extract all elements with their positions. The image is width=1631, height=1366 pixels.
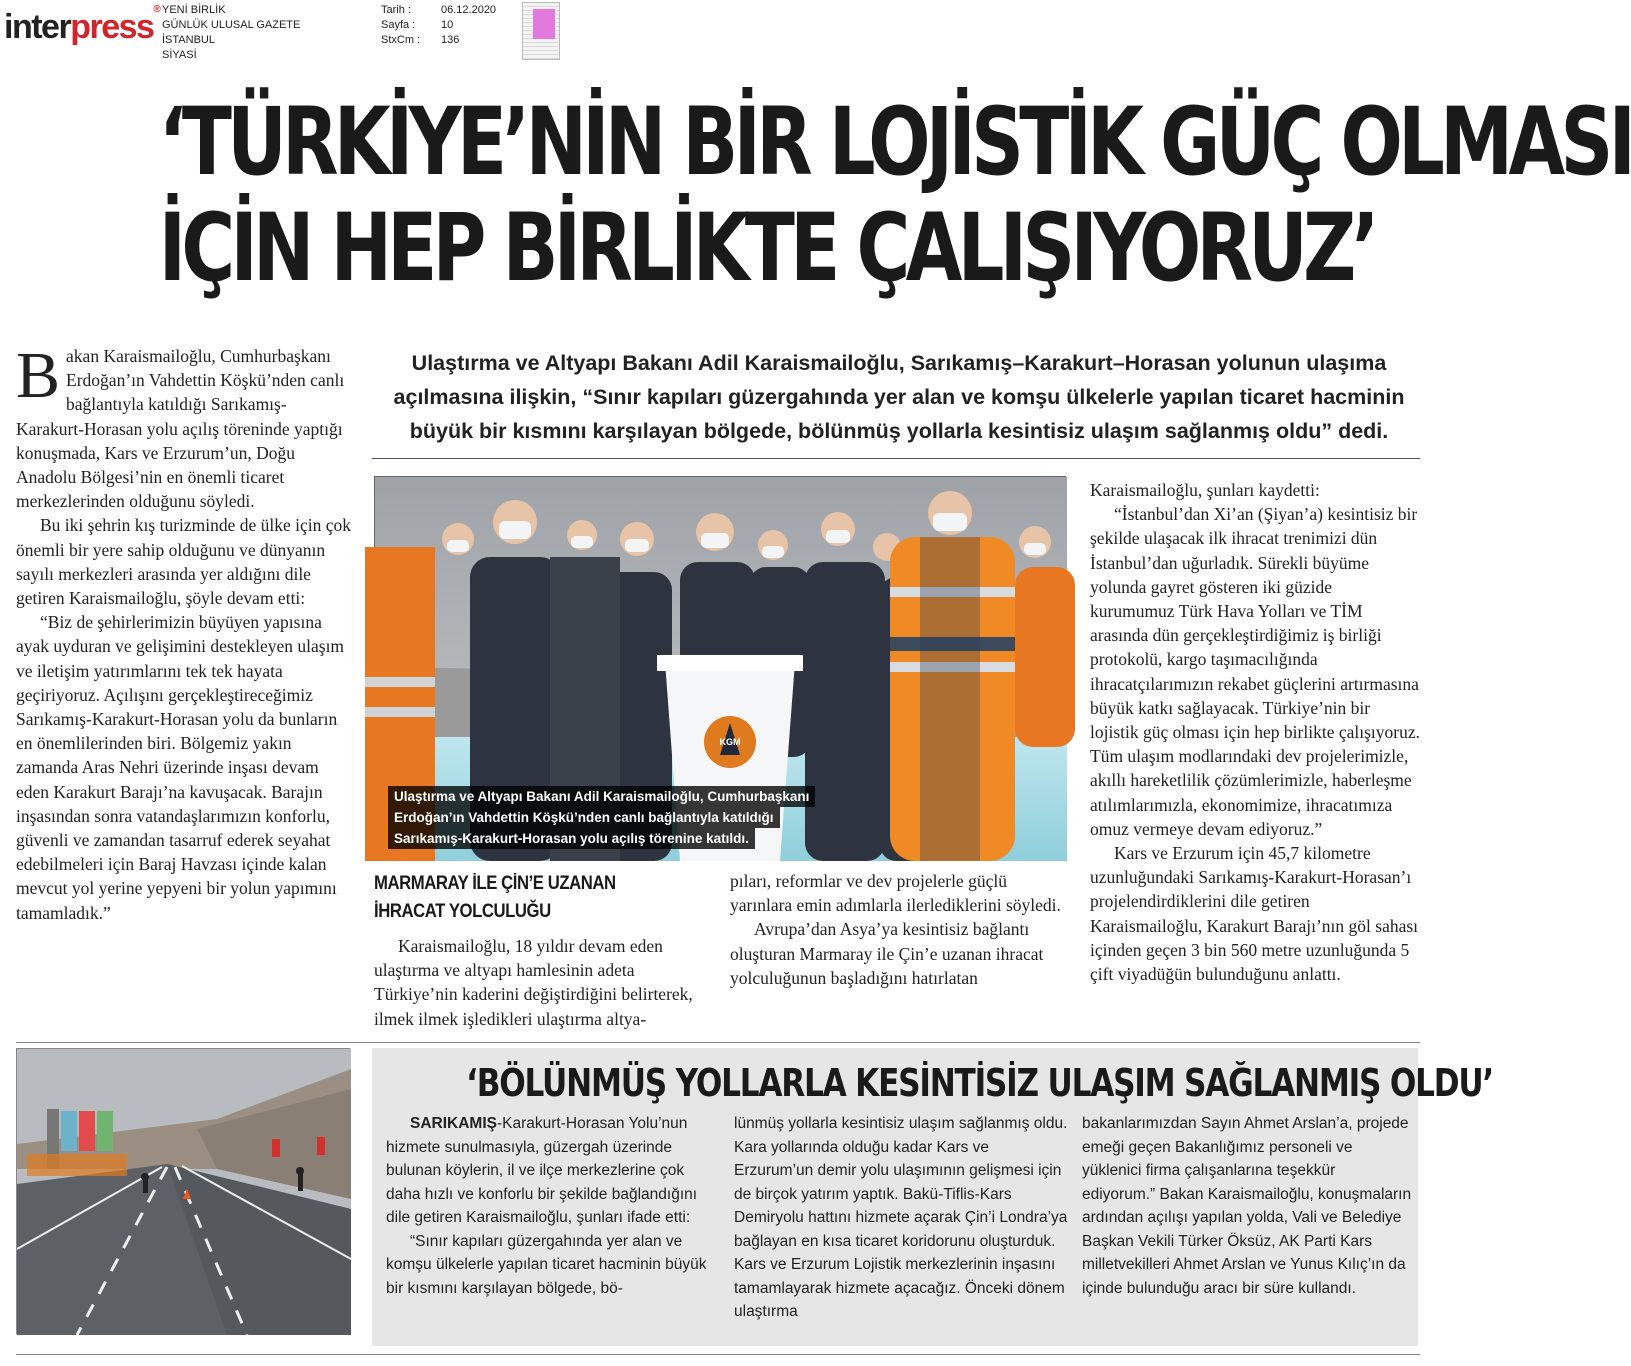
paragraph: [386, 1112, 718, 1230]
publication-category: SİYASİ: [162, 49, 197, 61]
paragraph: pıları, reformlar ve dev projelerle güçlü yarınlara emin adımlarla ilerlediklerini söyledi.: [730, 871, 1061, 916]
stxcm-label: StxCm :: [381, 34, 421, 46]
headline-line-2: İÇİN HEP BİRLİKTE ÇALIŞIYORUZ’: [158, 194, 1375, 303]
subhead-line-1: MARMARAY İLE ÇİN’E UZANAN: [374, 873, 616, 894]
logo-part-1: inter: [4, 8, 71, 46]
article-column-right: [1090, 478, 1420, 986]
publication-info: [162, 3, 300, 63]
article-column-left: [16, 339, 354, 925]
paragraph: lünmüş yollarla kesintisiz ulaşım sağlanmış oldu. Kara yollarında olduğu kadar Kars ve Erzurum’un demir yolu ulaşımının gelişmesi için de birçok yatırım yaptık. Bakü-Tiflis-Kars Demiryolu hattını hizmete açarak Çin’i Londra’ya bağlayan en kısa ticaret koridorunu oluşturduk. Kars ve Erzurum Lojistik merkezlerinin inşasını tamamlayarak hizmete açacağız. Önceki dönem ulaştırma: [734, 1115, 1068, 1320]
article-column-middle-2: [730, 869, 1070, 990]
section-subhead: [374, 870, 616, 926]
page-thumbnail: [522, 2, 560, 60]
paragraph: Karaismailoğlu, 18 yıldır devam eden ulaştırma ve altyapı hamlesinin adeta Türkiye’nin kaderini değiştirdiğini belirterek, ilmek ilmek işledikleri ulaştırma altya-: [374, 936, 693, 1029]
publication-name: YENİ BİRLİK: [162, 4, 226, 16]
road-photo: [16, 1048, 350, 1334]
paragraph: Bu iki şehrin kış turizminde de ülke için çok önemli bir yere sahip olduğunu ve dünyanın sayılı merkezleri arasında yer aldığını dile getiren Karaismailoğlu, şöyle devam etti:: [16, 515, 352, 609]
paragraph: bakanlarımızdan Sayın Ahmet Arslan’a, projede emeği geçen Bakanlığımız personeli ve yüklenici firma çalışanlarına teşekkür ediyorum.” Bakan Karaismailoğlu, konuşmaların ardından açılışı yapılan yolda, Vali ve Belediye Başkan Vekili Türker Öksüz, AK Parti Kars milletvekilleri Ahmet Arslan ve Yunus Kılıç’ın da içinde bulunduğu aracı bir süre kullandı.: [1082, 1115, 1412, 1297]
interpress-logo: [4, 3, 161, 46]
clipping-info: [381, 3, 496, 48]
caption-line: Erdoğan’ın Vahdettin Köşkü’nden canlı bağlantıyla katıldığı: [388, 807, 780, 828]
caption-line: Sarıkamış-Karakurt-Horasan yolu açılış törenine katıldı.: [388, 828, 755, 849]
drop-cap: B: [16, 339, 61, 412]
main-headline: [158, 88, 1631, 303]
divider: [16, 1354, 1420, 1355]
stxcm-value: 136: [441, 34, 460, 46]
article-column-middle-1: [374, 934, 709, 1031]
paragraph: “İstanbul’dan Xi’an (Şiyan’a) kesintisiz bir şekilde ulaşacak ilk ihracat trenimizi dün İstanbul’dan uğurladık. Sürekli büyüme yolunda gayret gösteren iki güzide kurumumuz Türk Hava Yolları ve TİM arasında dün gerçekleştirdiğimiz iş birliği protokolü, kargo taşımacılığında ihracatçılarımızın rekabet güçlerini artırmasına büyük katkı sağlayacak. Türkiye’nin bir lojistik güç olması için hep birlikte çalışıyoruz. Tüm ulaşım modlarındaki dev projelerimizle, akıllı hareketlilik çözümlerimizle, haberleşme atılımlarımızla, ekonomimize, ihracatımıza omuz vermeye devam ediyoruz.”: [1090, 504, 1421, 839]
podium-logo: KGM: [719, 737, 741, 747]
publication-city: İSTANBUL: [162, 34, 215, 46]
divider: [372, 458, 1420, 459]
article-spot: Ulaştırma ve Altyapı Bakanı Adil Karaismailoğlu, Sarıkamış–Karakurt–Horasan yolunun ulaşıma açılmasına ilişkin, “Sınır kapıları güzergahında yer alan ve komşu ülkelerle yapılan ticaret hacminin büyük bir kısmını karşılayan bölgede, bölünmüş yollarla kesintisiz ulaşım sağlanmış oldu” dedi.: [393, 351, 1405, 443]
logo-part-2: press: [70, 8, 154, 46]
paragraph: “Sınır kapıları güzergahında yer alan ve komşu ülkelerle yapılan ticaret hacminin büyük bir kısmını karşılayan bölgede, bö-: [386, 1232, 707, 1297]
box-headline: ‘BÖLÜNMÜŞ YOLLARLA KESİNTİSİZ ULAŞIM SAĞLANMIŞ OLDU’: [466, 1061, 1494, 1105]
page-label: Sayfa :: [381, 19, 416, 31]
photo-caption: [388, 786, 815, 849]
paragraph-text: -Karakurt-Horasan Yolu’nun hizmete sunulmasıyla, güzergah üzerinde bulunan köylerin, il ve ilçe merkezlerine çok daha hızlı ve konforlu bir şekilde bağlandığını dile getiren Karaismailoğlu, şunları ifade etti:: [386, 1115, 698, 1226]
box-column-2: [734, 1112, 1068, 1324]
thumbnail-highlight: [533, 9, 555, 39]
registered-mark: ®: [153, 3, 161, 15]
subhead-line-2: İHRACAT YOLCULUĞU: [374, 901, 551, 922]
box-column-1: [386, 1112, 718, 1300]
publication-type: GÜNLÜK ULUSAL GAZETE: [162, 19, 301, 31]
paragraph: Karaismailoğlu, şunları kaydetti:: [1090, 480, 1320, 500]
headline-line-1: ‘TÜRKİYE’NİN BİR LOJİSTİK GÜÇ OLMASI: [158, 88, 1631, 197]
dateline: SARIKAMIŞ: [410, 1115, 497, 1132]
page-value: 10: [441, 19, 454, 31]
divider: [16, 1042, 1420, 1043]
paragraph: Avrupa’dan Asya’ya kesintisiz bağlantı oluşturan Marmaray ile Çin’e uzanan ihracat yolculuğunun başladığını hatırlatan: [730, 919, 1044, 988]
box-column-3: [1082, 1112, 1412, 1300]
date-label: Tarih :: [381, 4, 411, 16]
date-value: 06.12.2020: [441, 4, 497, 16]
paragraph: Kars ve Erzurum için 45,7 kilometre uzunluğundaki Sarıkamış-Karakurt-Horasan’ı projelendirdiklerini dile getiren Karaismailoğlu, Karakurt Barajı’nın göl sahası içinden geçen 3 bin 560 metre uzunluğunda 5 çift viyadüğün bulunduğunu anlattı.: [1090, 843, 1419, 985]
paragraph: akan Karaismailoğlu, Cumhurbaşkanı Erdoğan’ın Vahdettin Köşkü’nden canlı bağlantıyla katıldığı Sarıkamış-Karakurt-Horasan yolu açılış töreninde yaptığı konuşmada, Kars ve Erzurum’un, Doğu Anadolu Bölgesi’nin en önemli ticaret merkezlerinden olduğunu söyledi.: [16, 346, 345, 512]
paragraph: “Biz de şehirlerimizin büyüyen yapısına ayak uyduran ve gelişimini destekleyen ulaşım ve iletişim yatırımlarını tek tek hayata geçiriyoruz. Açılışını gerçekleştireceğimiz Sarıkamış-Karakurt-Horasan yolu da bunların en önemlilerinden biri. Bölgemiz yakın zamanda Aras Nehri üzerinde inşası devam eden Karakurt Barajı’na kavuşacak. Barajın inşasından sonra vatandaşlarımızın konforlu, güvenli ve zamandan tasarruf ederek seyahat edebilmeleri için Baraj Havzası içinde kalan mevcut yol yerine yepyeni bir yolun yapımını tamamladık.”: [16, 612, 345, 923]
caption-line: Ulaştırma ve Altyapı Bakanı Adil Karaismailoğlu, Cumhurbaşkanı: [388, 786, 815, 807]
